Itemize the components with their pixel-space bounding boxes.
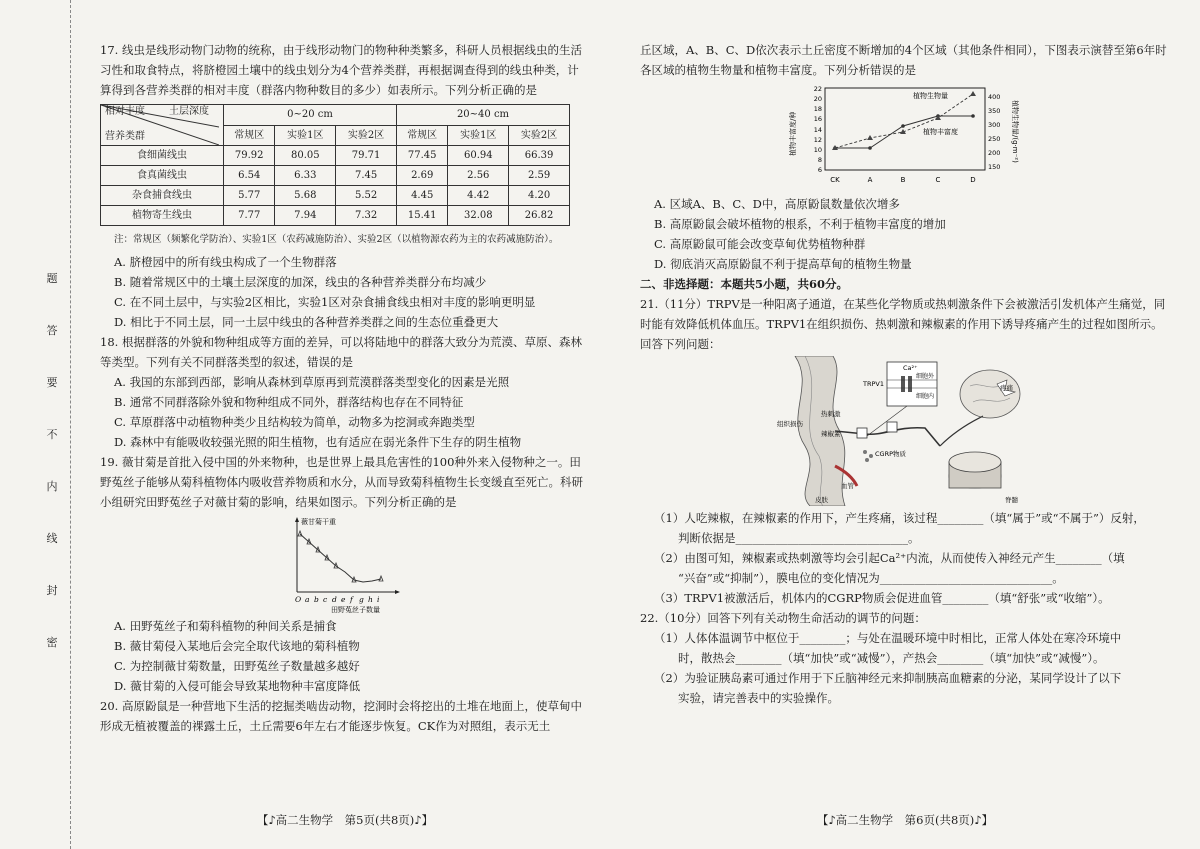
section-heading: 二、非选择题：本题共5小题，共60分。 [640,277,849,291]
tick-label: e [341,595,346,604]
table-cell: 2.59 [509,166,570,186]
tick-label: d [332,595,337,604]
row-label: 植物寄生线虫 [101,206,224,226]
q21-figure [775,356,1035,506]
right-tick: 350 [988,107,1001,115]
zone-header: 实验1区 [448,125,509,146]
right-tick: 300 [988,121,1001,129]
q17-option-c: C. 在不同土层中，与实验2区相比，实验1区对杂食捕食线虫相对丰度的影响更明显 [114,295,536,309]
q22-part1: （1）人体体温调节中枢位于________；与处在温暖环境中时相比，正常人体处在寒冷环境中 [654,631,1122,645]
corner-label-group: 营养类群 [105,131,145,142]
heat-label: 热刺激 [821,410,841,418]
right-tick: 250 [988,135,1001,143]
q20-option-c: C. 高原鼢鼠可能会改变草甸优势植物种群 [654,237,866,251]
q20-option-b: B. 高原鼢鼠会破坏植物的根系，不利于植物丰富度的增加 [654,217,946,231]
table-cell: 6.33 [275,166,336,186]
q20-figure [785,82,1025,192]
tick-label: b [314,595,319,604]
vessel-label: 血管 [841,482,854,490]
left-tick: 8 [817,156,822,164]
margin-char: 答 [46,324,58,337]
table-cell: 60.94 [448,146,509,166]
depth-header: 20~40 cm [396,105,569,126]
page-footer: 【♪高二生物学 第6页(共8页)♪】 [816,813,994,827]
table-cell: 7.32 [336,206,397,226]
tick-label: O [295,595,302,604]
q18-option-d: D. 森林中有能吸收较强光照的阳生植物，也有适应在弱光条件下生存的阴生植物 [114,435,522,449]
table-cell: 5.68 [275,186,336,206]
ca-label: Ca²⁺ [903,364,918,372]
q21-stem: 21.（11分）TRPV是一种阳离子通道，在某些化学物质或热刺激条件下会被激活引发机体产生痛觉，同时能有效降低机体血压。TRPV1在组织损伤、热刺激和辣椒素的作用下诱导疼痛产生的过程如图所示。回答下列问题： [640,297,1166,351]
q17-option-b: B. 随着常规区中的土壤土层深度的加深，线虫的各种营养类群分布均减少 [114,275,487,289]
tick-label: c [323,595,328,604]
category-label: CK [830,176,840,184]
q18-option-c: C. 草原群落中动植物种类少且结构较为简单，动物多为挖洞或奔跑类型 [114,415,475,429]
q17-option-a: A. 脐橙园中的所有线虫构成了一个生物群落 [114,255,337,269]
table-cell: 5.52 [336,186,397,206]
table-row [101,146,570,166]
left-tick: 18 [813,105,822,113]
q22-stem: 22.（10分）回答下列有关动物生命活动的调节的问题： [640,611,926,625]
row-label: 食细菌线虫 [101,146,224,166]
q19-xlabel: 田野菟丝子数量 [331,606,380,614]
pain-label: 疼痛 [1000,384,1013,392]
zone-header: 常规区 [396,125,447,146]
table-cell: 7.45 [336,166,397,186]
table-cell: 79.92 [224,146,275,166]
page-6 [640,40,1170,830]
table-row [101,166,570,186]
q19-option-d: D. 薇甘菊的入侵可能会导致某地物种丰富度降低 [114,679,361,693]
q18-option-b: B. 通常不同群落除外貌和物种组成不同外，群落结构也存在不同特征 [114,395,464,409]
cgrp-label: CGRP物质 [875,450,907,458]
depth-header: 0~20 cm [224,105,397,126]
q20-option-d: D. 彻底消灭高原鼢鼠不利于提高草甸的植物生物量 [654,257,912,271]
tick-label: g [359,595,364,604]
table-cell: 7.77 [224,206,275,226]
q18-option-a: A. 我国的东部到西部，影响从森林到草原再到荒漠群落类型变化的因素是光照 [114,375,510,389]
q19-figure [285,514,405,614]
page-footer: 【♪高二生物学 第5页(共8页)♪】 [256,813,434,827]
injured-label: 组织损伤 [777,420,803,428]
inside-label: 细胞内 [916,393,935,400]
table-cell: 26.82 [509,206,570,226]
zone-header: 实验2区 [509,125,570,146]
right-tick: 150 [988,163,1001,171]
margin-char: 内 [46,480,58,493]
page-5 [100,40,590,830]
zone-header: 常规区 [224,125,275,146]
table-corner [101,105,224,146]
table-cell: 80.05 [275,146,336,166]
q18-stem: 18. 根据群落的外貌和物种组成等方面的差异，可以将陆地中的群落大致分为荒漠、草原、森林等类型。下列有关不同群落类型的叙述，错误的是 [100,335,582,369]
table-cell: 79.71 [336,146,397,166]
category-label: D [970,176,976,184]
table-cell: 5.77 [224,186,275,206]
row-label: 杂食捕食线虫 [101,186,224,206]
q19-option-c: C. 为控制薇甘菊数量，田野菟丝子数量越多越好 [114,659,360,673]
left-tick: 22 [813,85,822,93]
q19-ylabel: 薇甘菊干重 [301,518,336,526]
q20-right-axis-label: 植物生物量/(g·m⁻²) [1011,100,1019,163]
table-cell: 15.41 [396,206,447,226]
table-cell: 4.20 [509,186,570,206]
margin-char: 密 [46,636,58,649]
category-label: B [900,176,906,184]
left-tick: 16 [813,115,822,123]
category-label: C [935,176,941,184]
zone-header: 实验1区 [275,125,336,146]
q20-option-a: A. 区域A、B、C、D中，高原鼢鼠数量依次增多 [654,197,900,211]
row-label: 食真菌线虫 [101,166,224,186]
left-tick: 6 [817,166,822,174]
outside-label: 细胞外 [916,373,935,380]
table-row [101,186,570,206]
tick-label: a [305,595,310,604]
q21-part1b: 判断依据是______________________________。 [678,531,920,545]
right-tick: 200 [988,149,1001,157]
q17-table [100,104,570,226]
q22-part1b: 时，散热会________（填“加快”或“减慢”），产热会________（填“加快”或“减慢”）。 [678,651,1105,665]
table-cell: 2.56 [448,166,509,186]
left-tick: 14 [813,126,822,134]
q19-stem: 19. 薇甘菊是首批入侵中国的外来物种，也是世界上最具危害性的100种外来入侵物种之一。田野菟丝子能够从菊科植物体内吸收营养物质和水分，从而导致菊科植物生长变缓直至死亡。科研小组研究田野菟丝子对薇甘菊的影响，结果如图示。下列分析正确的是 [100,455,583,509]
skin-label: 皮肤 [815,496,828,504]
q20-stem-cont: 丘区域，A、B、C、D依次表示土丘密度不断增加的4个区域（其他条件相同），下图表示演替至第6年时各区域的植物生物量和植物丰富度。下列分析错误的是 [640,43,1167,77]
q20-left-axis-label: 植物丰富度/种 [789,111,797,156]
q17-stem: 17. 线虫是线形动物门动物的统称，由于线形动物门的物种种类繁多，科研人员根据线虫的生活习性和取食特点，将脐橙园土壤中的线虫划分为4个营养类群，再根据调查得到的线虫种类，计算得到各营养类群的相对丰度（群落内物种数目的多少）如表所示。下列分析正确的是 [100,43,582,97]
q21-part2: （2）由图可知，辣椒素或热刺激等均会引起Ca²⁺内流，从而使传入神经元产生________（填 [654,551,1125,565]
q19-option-a: A. 田野菟丝子和菊科植物的种间关系是捕食 [114,619,337,633]
tick-label: h [368,595,373,604]
margin-char: 封 [46,584,58,597]
q17-option-d: D. 相比于不同土层，同一土层中线虫的各种营养类群之间的生态位重叠更大 [114,315,499,329]
margin-text [44,270,60,650]
left-tick: 20 [813,95,822,103]
right-tick: 400 [988,93,1001,101]
q21-part3: （3）TRPV1被激活后，机体内的CGRP物质会促进血管________（填“舒张”或“收缩”）。 [654,591,1110,605]
tick-label: f [350,595,353,604]
capsaicin-label: 辣椒素 [821,430,841,438]
q21-part1: （1）人吃辣椒，在辣椒素的作用下，产生疼痛，该过程________（填“属于”或“不属于”）反射， [654,511,1145,525]
table-cell: 4.45 [396,186,447,206]
q22-part2: （2）为验证胰岛素可通过作用于下丘脑神经元来抑制胰高血糖素的分泌，某同学设计了以下 [654,671,1122,685]
binding-margin [0,0,71,849]
table-cell: 2.69 [396,166,447,186]
legend-biomass: 植物生物量 [913,92,948,100]
margin-char: 线 [46,532,58,545]
q22-part2b: 实验，请完善表中的实验操作。 [678,691,839,705]
table-cell: 6.54 [224,166,275,186]
margin-char: 要 [46,376,58,389]
spinal-label: 脊髓 [1005,496,1018,504]
category-label: A [867,176,873,184]
table-cell: 4.42 [448,186,509,206]
q19-option-b: B. 薇甘菊侵入某地后会完全取代该地的菊科植物 [114,639,360,653]
table-cell: 77.45 [396,146,447,166]
q21-part2b: “兴奋”或“抑制”），膜电位的变化情况为______________________________。 [678,571,1064,585]
corner-label-depth: 土层深度 [169,106,209,117]
legend-richness: 植物丰富度 [923,128,958,136]
table-cell: 32.08 [448,206,509,226]
tick-label: i [377,595,380,604]
left-tick: 12 [813,136,822,144]
margin-char: 不 [46,428,58,441]
left-tick: 10 [813,146,822,154]
trpv1-label: TRPV1 [863,380,884,388]
corner-label-abundance: 相对丰度 [105,106,145,117]
table-cell: 7.94 [275,206,336,226]
q17-note: 注：常规区（频繁化学防治）、实验1区（农药减施防治）、实验2区（以植物源农药为主的农药减施防治）。 [114,234,559,245]
q20-stem-start: 20. 高原鼢鼠是一种营地下生活的挖掘类啮齿动物，挖洞时会将挖出的土堆在地面上，使草甸中形成无植被覆盖的裸露土丘，土丘需要6年左右才能逐步恢复。CK作为对照组，表示无土 [100,699,582,733]
table-row [101,206,570,226]
zone-header: 实验2区 [336,125,397,146]
margin-char: 题 [46,272,58,285]
table-cell: 66.39 [509,146,570,166]
